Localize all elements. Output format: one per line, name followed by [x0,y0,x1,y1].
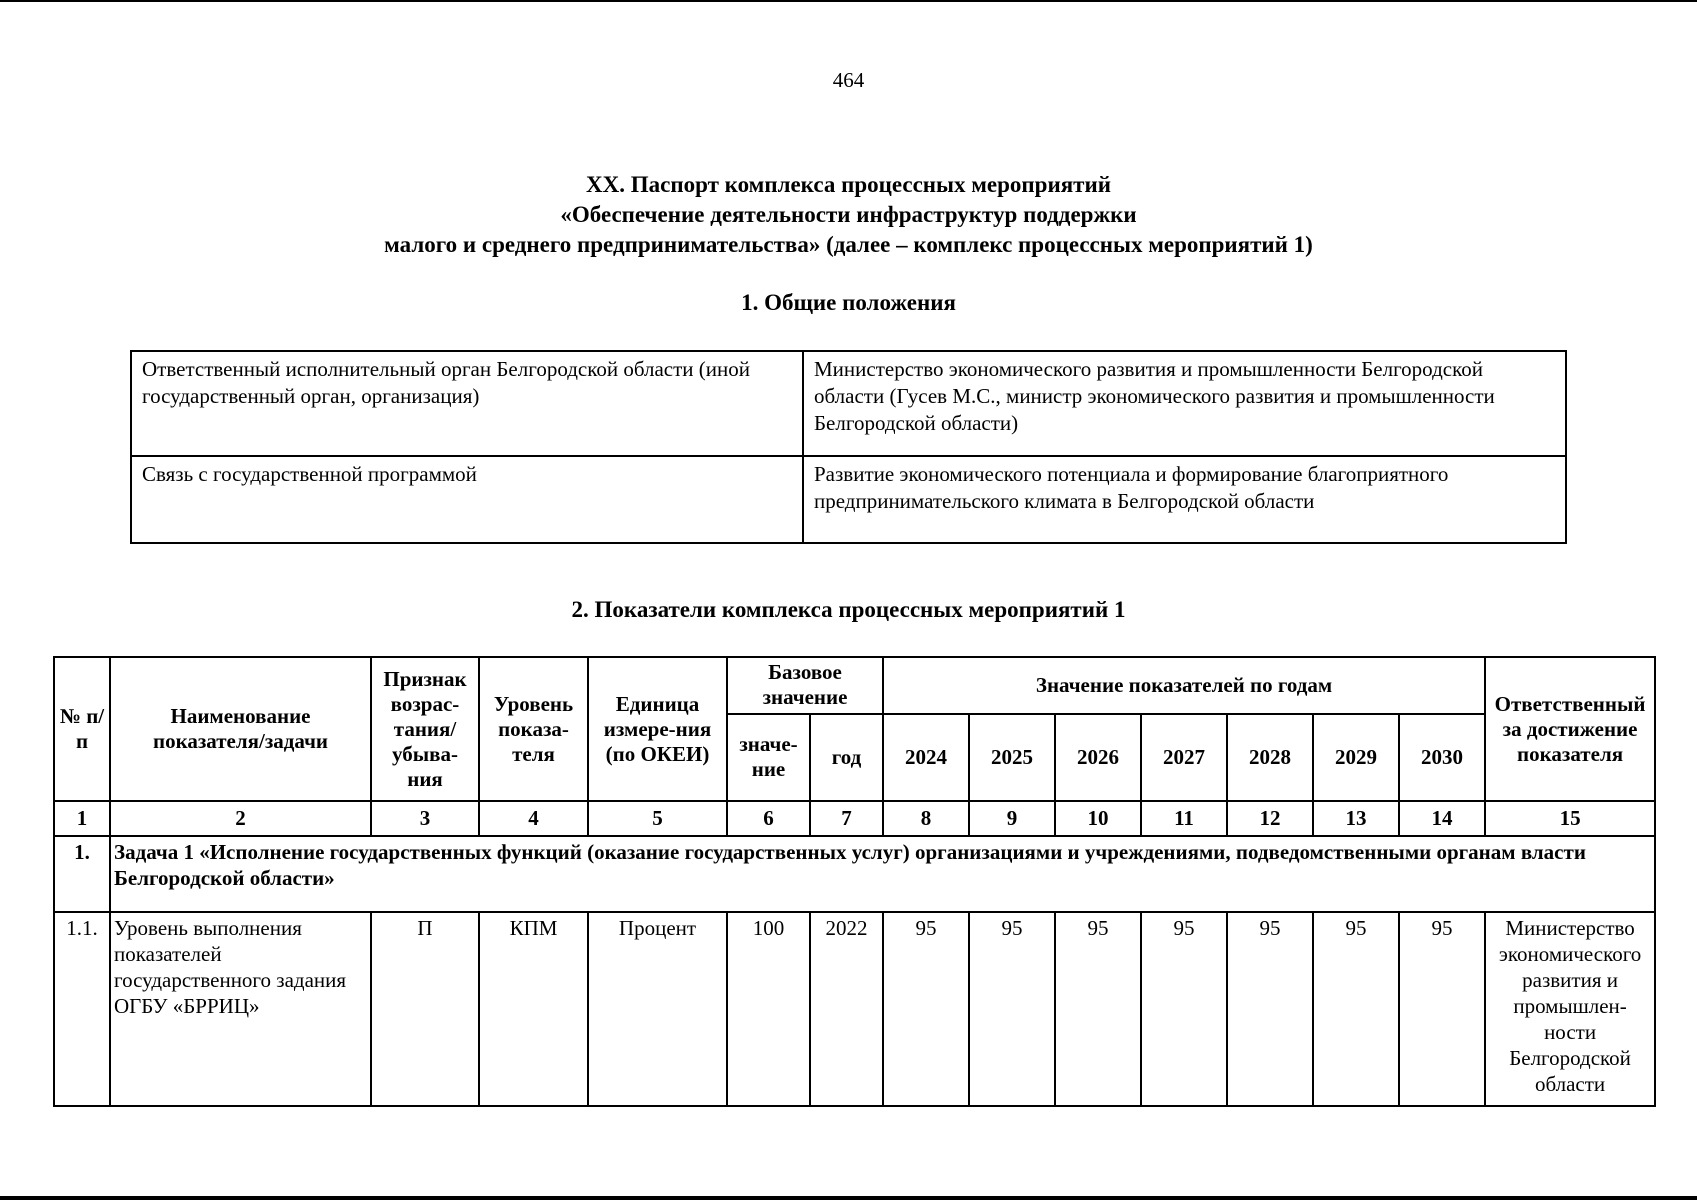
responsible: Министерство экономического развития и промышлен-ности Белгородской области [1485,912,1655,1106]
year-value: 95 [1055,912,1141,1106]
year-value: 95 [969,912,1055,1106]
top-rule [0,0,1697,2]
general-row-responsible [131,351,1566,456]
general-value: Министерство экономического развития и промышленности Белгородской области (Гусев М.С., министр экономического развития и промышленности Белгородской области) [803,351,1566,456]
column-number-row [54,801,1655,836]
column-number: 14 [1399,801,1485,836]
page-number: 464 [832,68,865,92]
year-value: 95 [1313,912,1399,1106]
indicator-unit: Процент [588,912,727,1106]
column-number: 4 [479,801,588,836]
column-number: 10 [1055,801,1141,836]
general-value: Развитие экономического потенциала и формирование благоприятного предпринимательского климата в Белгородской области [803,456,1566,543]
col-header-level: Уровень показа-теля [479,657,588,801]
indicator-sign: П [371,912,479,1106]
section1-heading: 1. Общие положения [741,290,956,315]
title-line-3: малого и среднего предпринимательства» (далее – комплекс процессных мероприятий 1) [384,232,1313,257]
column-number: 3 [371,801,479,836]
task-row [54,836,1655,912]
column-number: 11 [1141,801,1227,836]
indicator-name: Уровень выполнения показателей государственного задания ОГБУ «БРРИЦ» [110,912,371,1106]
base-value: 100 [727,912,810,1106]
header-row-1 [54,657,1655,714]
col-header-year: 2027 [1141,714,1227,801]
column-number: 1 [54,801,110,836]
year-value: 95 [883,912,969,1106]
title-line-2: «Обеспечение деятельности инфраструктур поддержки [560,202,1137,227]
col-header-sign: Признак возрас-тания/ убыва-ния [371,657,479,801]
col-header-base: Базовое значение [727,657,883,714]
col-header-base-value: значе-ние [727,714,810,801]
col-header-year: 2028 [1227,714,1313,801]
col-header-num: № п/п [54,657,110,801]
col-header-name: Наименование показателя/задачи [110,657,371,801]
task-number: 1. [54,836,110,912]
year-value: 95 [1399,912,1485,1106]
bottom-rule [0,1196,1697,1200]
col-header-year: 2024 [883,714,969,801]
year-value: 95 [1141,912,1227,1106]
indicators-table [53,656,1656,1107]
base-year: 2022 [810,912,883,1106]
col-header-year: 2030 [1399,714,1485,801]
title-line-1: XX. Паспорт комплекса процессных мероприятий [586,172,1111,197]
col-header-year: 2025 [969,714,1055,801]
column-number: 12 [1227,801,1313,836]
col-header-year: 2029 [1313,714,1399,801]
general-row-program [131,456,1566,543]
column-number: 9 [969,801,1055,836]
col-header-base-year: год [810,714,883,801]
column-number: 8 [883,801,969,836]
column-number: 7 [810,801,883,836]
table-row [54,912,1655,1106]
col-header-year: 2026 [1055,714,1141,801]
general-label: Ответственный исполнительный орган Белгородской области (иной государственный орган, организация) [131,351,803,456]
column-number: 13 [1313,801,1399,836]
col-header-unit: Единица измере-ния (по ОКЕИ) [588,657,727,801]
task-text: Задача 1 «Исполнение государственных функций (оказание государственных услуг) организациями и учреждениями, подведомственными органам власти Белгородской области» [110,836,1655,912]
year-value: 95 [1227,912,1313,1106]
column-number: 6 [727,801,810,836]
col-header-responsible: Ответственный за достижение показателя [1485,657,1655,801]
general-provisions-table [130,350,1567,544]
column-number: 15 [1485,801,1655,836]
indicator-level: КПМ [479,912,588,1106]
row-number: 1.1. [54,912,110,1106]
general-label: Связь с государственной программой [131,456,803,543]
section2-heading: 2. Показатели комплекса процессных мероприятий 1 [571,597,1126,622]
col-header-years-group: Значение показателей по годам [883,657,1485,714]
column-number: 2 [110,801,371,836]
column-number: 5 [588,801,727,836]
document-title [0,170,1697,260]
